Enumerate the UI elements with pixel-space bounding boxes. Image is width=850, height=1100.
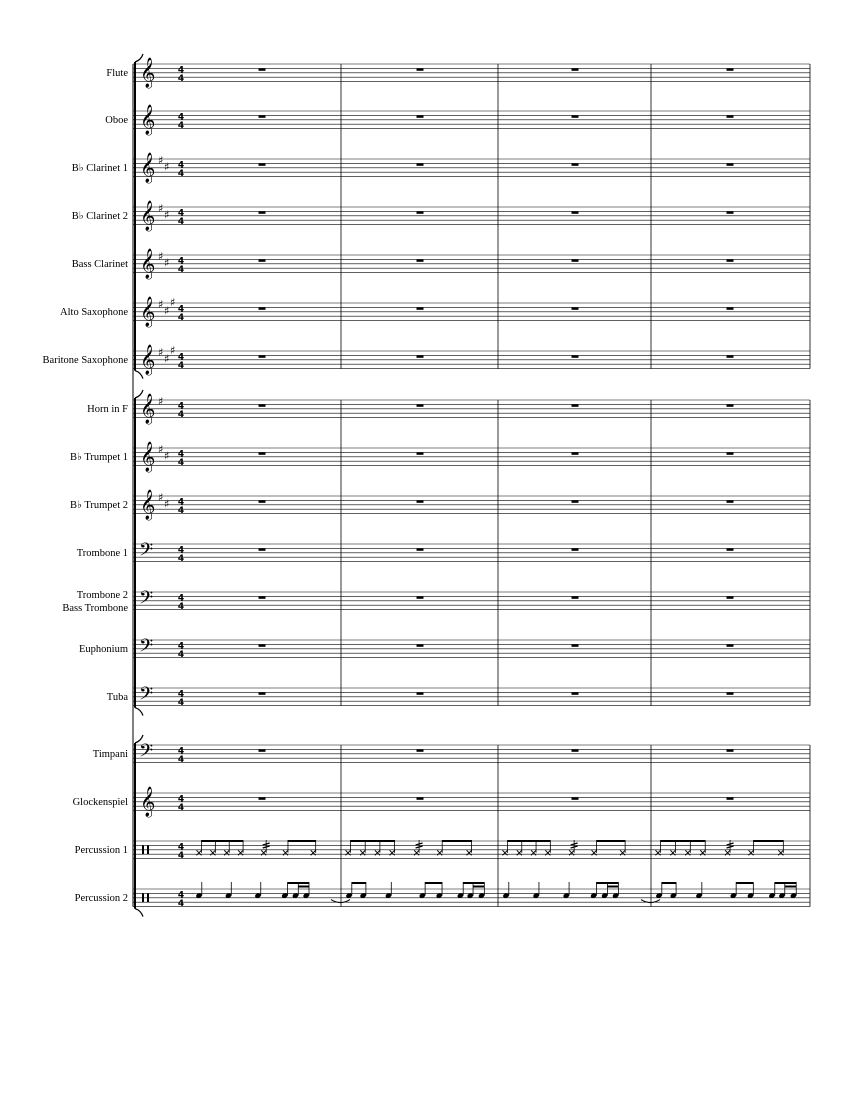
whole-rest-icon bbox=[259, 68, 266, 70]
x-notehead-icon bbox=[531, 850, 536, 855]
sharp-icon: ♯ bbox=[164, 449, 170, 463]
sharp-icon: ♯ bbox=[164, 160, 170, 174]
sharp-icon: ♯ bbox=[170, 343, 176, 357]
whole-rest-icon bbox=[417, 307, 424, 309]
whole-rest-icon bbox=[259, 596, 266, 598]
bass-clef-icon: 𝄢 bbox=[139, 635, 154, 661]
whole-rest-icon bbox=[727, 68, 734, 70]
whole-rest-icon bbox=[259, 797, 266, 799]
whole-rest-icon bbox=[727, 749, 734, 751]
x-notehead-icon bbox=[503, 850, 508, 855]
whole-rest-icon bbox=[572, 115, 579, 117]
beam bbox=[425, 882, 442, 884]
whole-rest-icon bbox=[727, 307, 734, 309]
percussion-clef-icon bbox=[142, 845, 144, 854]
whole-rest-icon bbox=[417, 211, 424, 213]
beam bbox=[463, 882, 484, 884]
whole-rest-icon bbox=[417, 355, 424, 357]
instrument-label: Bass Clarinet bbox=[71, 259, 128, 271]
sharp-icon: ♯ bbox=[164, 208, 170, 222]
whole-rest-icon bbox=[727, 797, 734, 799]
whole-rest-icon bbox=[727, 259, 734, 261]
x-notehead-icon bbox=[656, 850, 661, 855]
sharp-icon: ♯ bbox=[158, 395, 164, 408]
time-signature-denominator: 4 bbox=[177, 650, 185, 661]
time-signature-denominator: 4 bbox=[177, 74, 185, 85]
time-signature-numerator: 4 bbox=[177, 401, 185, 412]
whole-rest-icon bbox=[572, 644, 579, 646]
treble-clef-icon: 𝄞 bbox=[140, 201, 156, 232]
sharp-icon: ♯ bbox=[164, 256, 170, 270]
beam bbox=[785, 886, 796, 888]
time-signature-denominator: 4 bbox=[177, 803, 185, 814]
time-signature-denominator: 4 bbox=[177, 121, 185, 132]
percussion-clef-icon bbox=[142, 893, 144, 902]
whole-rest-icon bbox=[417, 692, 424, 694]
sharp-icon: ♯ bbox=[158, 443, 164, 456]
time-signature-denominator: 4 bbox=[177, 169, 185, 180]
instrument-label: B♭ Clarinet 2 bbox=[71, 211, 128, 223]
sharp-icon: ♯ bbox=[164, 497, 170, 511]
sharp-icon: ♯ bbox=[164, 304, 170, 318]
time-signature-denominator: 4 bbox=[177, 265, 185, 276]
whole-rest-icon bbox=[727, 644, 734, 646]
whole-rest-icon bbox=[259, 692, 266, 694]
x-notehead-icon bbox=[685, 850, 690, 855]
treble-clef-icon: 𝄞 bbox=[140, 105, 156, 136]
time-signature-numerator: 4 bbox=[177, 641, 185, 652]
whole-rest-icon bbox=[259, 259, 266, 261]
time-signature-denominator: 4 bbox=[177, 410, 185, 421]
instrument-label: Horn in F bbox=[87, 404, 128, 416]
whole-rest-icon bbox=[417, 68, 424, 70]
whole-rest-icon bbox=[572, 596, 579, 598]
whole-rest-icon bbox=[259, 355, 266, 357]
time-signature-numerator: 4 bbox=[177, 208, 185, 219]
x-notehead-icon bbox=[437, 850, 442, 855]
whole-rest-icon bbox=[417, 596, 424, 598]
x-notehead-icon bbox=[467, 850, 472, 855]
whole-rest-icon bbox=[259, 115, 266, 117]
instrument-label: B♭ Clarinet 1 bbox=[71, 163, 128, 175]
time-signature-denominator: 4 bbox=[177, 361, 185, 372]
sharp-icon: ♯ bbox=[158, 491, 164, 504]
time-signature-numerator: 4 bbox=[177, 352, 185, 363]
whole-rest-icon bbox=[572, 692, 579, 694]
bass-clef-icon: 𝄢 bbox=[139, 683, 154, 709]
treble-clef-icon: 𝄞 bbox=[140, 442, 156, 473]
sharp-icon: ♯ bbox=[170, 295, 176, 309]
whole-rest-icon bbox=[572, 307, 579, 309]
time-signature-denominator: 4 bbox=[177, 851, 185, 862]
bass-clef-icon: 𝄢 bbox=[139, 740, 154, 766]
time-signature-denominator: 4 bbox=[177, 755, 185, 766]
beam bbox=[736, 882, 753, 884]
instrument-label: B♭ Trumpet 2 bbox=[69, 500, 128, 512]
whole-rest-icon bbox=[417, 452, 424, 454]
instrument-label: Percussion 2 bbox=[74, 893, 128, 905]
beam bbox=[298, 886, 309, 888]
sharp-icon: ♯ bbox=[158, 154, 164, 167]
treble-clef-icon: 𝄞 bbox=[140, 345, 156, 376]
x-notehead-icon bbox=[238, 850, 243, 855]
time-signature-numerator: 4 bbox=[177, 65, 185, 76]
sharp-icon: ♯ bbox=[158, 202, 164, 215]
treble-clef-icon: 𝄞 bbox=[140, 490, 156, 521]
x-notehead-icon bbox=[414, 850, 419, 855]
treble-clef-icon: 𝄞 bbox=[140, 787, 156, 818]
x-notehead-icon bbox=[346, 850, 351, 855]
x-notehead-icon bbox=[749, 850, 754, 855]
whole-rest-icon bbox=[727, 596, 734, 598]
x-notehead-icon bbox=[210, 850, 215, 855]
beam bbox=[754, 840, 784, 842]
instrument-label: Euphonium bbox=[79, 644, 128, 656]
time-signature-numerator: 4 bbox=[177, 593, 185, 604]
whole-rest-icon bbox=[417, 404, 424, 406]
instrument-label: Flute bbox=[106, 68, 128, 80]
whole-rest-icon bbox=[259, 211, 266, 213]
beam bbox=[351, 840, 395, 842]
sharp-icon: ♯ bbox=[158, 346, 164, 359]
whole-rest-icon bbox=[572, 68, 579, 70]
time-signature-denominator: 4 bbox=[177, 313, 185, 324]
percussion-clef-icon bbox=[147, 845, 149, 854]
whole-rest-icon bbox=[572, 500, 579, 502]
whole-rest-icon bbox=[727, 548, 734, 550]
instrument-label: Glockenspiel bbox=[72, 797, 128, 809]
whole-rest-icon bbox=[572, 797, 579, 799]
instrument-label: Trombone 1 bbox=[76, 548, 128, 560]
whole-rest-icon bbox=[727, 355, 734, 357]
time-signature-numerator: 4 bbox=[177, 112, 185, 123]
treble-clef-icon: 𝄞 bbox=[140, 394, 156, 425]
beam bbox=[597, 840, 626, 842]
time-signature-denominator: 4 bbox=[177, 554, 185, 565]
beam bbox=[202, 840, 244, 842]
x-notehead-icon bbox=[197, 850, 202, 855]
x-notehead-icon bbox=[700, 850, 705, 855]
whole-rest-icon bbox=[572, 355, 579, 357]
whole-rest-icon bbox=[417, 500, 424, 502]
x-notehead-icon bbox=[778, 850, 783, 855]
time-signature-denominator: 4 bbox=[177, 506, 185, 517]
whole-rest-icon bbox=[727, 115, 734, 117]
time-signature-numerator: 4 bbox=[177, 497, 185, 508]
time-signature-numerator: 4 bbox=[177, 449, 185, 460]
x-notehead-icon bbox=[390, 850, 395, 855]
beam bbox=[596, 882, 618, 884]
beam bbox=[662, 882, 676, 884]
bracket-hook-bottom bbox=[135, 909, 143, 917]
x-notehead-icon bbox=[283, 850, 288, 855]
beam bbox=[661, 840, 706, 842]
whole-rest-icon bbox=[572, 452, 579, 454]
time-signature-numerator: 4 bbox=[177, 746, 185, 757]
whole-rest-icon bbox=[417, 115, 424, 117]
whole-rest-icon bbox=[417, 749, 424, 751]
treble-clef-icon: 𝄞 bbox=[140, 58, 156, 89]
whole-rest-icon bbox=[727, 692, 734, 694]
sharp-icon: ♯ bbox=[158, 298, 164, 311]
whole-rest-icon bbox=[572, 749, 579, 751]
time-signature-numerator: 4 bbox=[177, 890, 185, 901]
whole-rest-icon bbox=[572, 548, 579, 550]
sharp-icon: ♯ bbox=[158, 250, 164, 263]
whole-rest-icon bbox=[417, 259, 424, 261]
whole-rest-icon bbox=[259, 452, 266, 454]
whole-rest-icon bbox=[417, 163, 424, 165]
x-notehead-icon bbox=[592, 850, 597, 855]
x-notehead-icon bbox=[670, 850, 675, 855]
instrument-label: B♭ Trumpet 1 bbox=[69, 452, 128, 464]
instrument-label: Tuba bbox=[106, 692, 128, 704]
x-notehead-icon bbox=[375, 850, 380, 855]
treble-clef-icon: 𝄞 bbox=[140, 297, 156, 328]
treble-clef-icon: 𝄞 bbox=[140, 153, 156, 184]
whole-rest-icon bbox=[572, 259, 579, 261]
beam bbox=[288, 882, 309, 884]
x-notehead-icon bbox=[261, 850, 266, 855]
instrument-label: Alto Saxophone bbox=[60, 307, 128, 319]
time-signature-numerator: 4 bbox=[177, 545, 185, 556]
x-notehead-icon bbox=[569, 850, 574, 855]
x-notehead-icon bbox=[224, 850, 229, 855]
whole-rest-icon bbox=[727, 500, 734, 502]
beam bbox=[775, 882, 796, 884]
whole-rest-icon bbox=[572, 211, 579, 213]
instrument-label: Oboe bbox=[105, 115, 128, 127]
x-notehead-icon bbox=[620, 850, 625, 855]
instrument-label: Timpani bbox=[92, 749, 128, 761]
beam bbox=[508, 840, 551, 842]
bass-clef-icon: 𝄢 bbox=[139, 539, 154, 565]
x-notehead-icon bbox=[517, 850, 522, 855]
x-notehead-icon bbox=[311, 850, 316, 855]
time-signature-denominator: 4 bbox=[177, 899, 185, 910]
whole-rest-icon bbox=[417, 644, 424, 646]
whole-rest-icon bbox=[259, 163, 266, 165]
whole-rest-icon bbox=[259, 500, 266, 502]
beam bbox=[288, 840, 316, 842]
whole-rest-icon bbox=[572, 163, 579, 165]
bass-clef-icon: 𝄢 bbox=[139, 587, 154, 613]
treble-clef-icon: 𝄞 bbox=[140, 249, 156, 280]
time-signature-denominator: 4 bbox=[177, 698, 185, 709]
whole-rest-icon bbox=[259, 307, 266, 309]
whole-rest-icon bbox=[259, 644, 266, 646]
percussion-clef-icon bbox=[147, 893, 149, 902]
time-signature-denominator: 4 bbox=[177, 602, 185, 613]
instrument-label: Trombone 2 Bass Trombone bbox=[62, 589, 128, 614]
x-notehead-icon bbox=[545, 850, 550, 855]
time-signature-denominator: 4 bbox=[177, 458, 185, 469]
time-signature-numerator: 4 bbox=[177, 160, 185, 171]
whole-rest-icon bbox=[727, 452, 734, 454]
time-signature-numerator: 4 bbox=[177, 842, 185, 853]
time-signature-denominator: 4 bbox=[177, 217, 185, 228]
time-signature-numerator: 4 bbox=[177, 794, 185, 805]
time-signature-numerator: 4 bbox=[177, 304, 185, 315]
whole-rest-icon bbox=[727, 404, 734, 406]
instrument-label: Baritone Saxophone bbox=[42, 355, 128, 367]
beam bbox=[473, 886, 484, 888]
beam bbox=[352, 882, 366, 884]
time-signature-numerator: 4 bbox=[177, 256, 185, 267]
whole-rest-icon bbox=[259, 749, 266, 751]
whole-rest-icon bbox=[727, 163, 734, 165]
whole-rest-icon bbox=[572, 404, 579, 406]
whole-rest-icon bbox=[417, 548, 424, 550]
beam bbox=[442, 840, 471, 842]
whole-rest-icon bbox=[417, 797, 424, 799]
x-notehead-icon bbox=[360, 850, 365, 855]
beam bbox=[607, 886, 618, 888]
whole-rest-icon bbox=[727, 211, 734, 213]
whole-rest-icon bbox=[259, 548, 266, 550]
sharp-icon: ♯ bbox=[164, 352, 170, 366]
instrument-label: Percussion 1 bbox=[74, 845, 128, 857]
x-notehead-icon bbox=[725, 850, 730, 855]
whole-rest-icon bbox=[259, 404, 266, 406]
time-signature-numerator: 4 bbox=[177, 689, 185, 700]
